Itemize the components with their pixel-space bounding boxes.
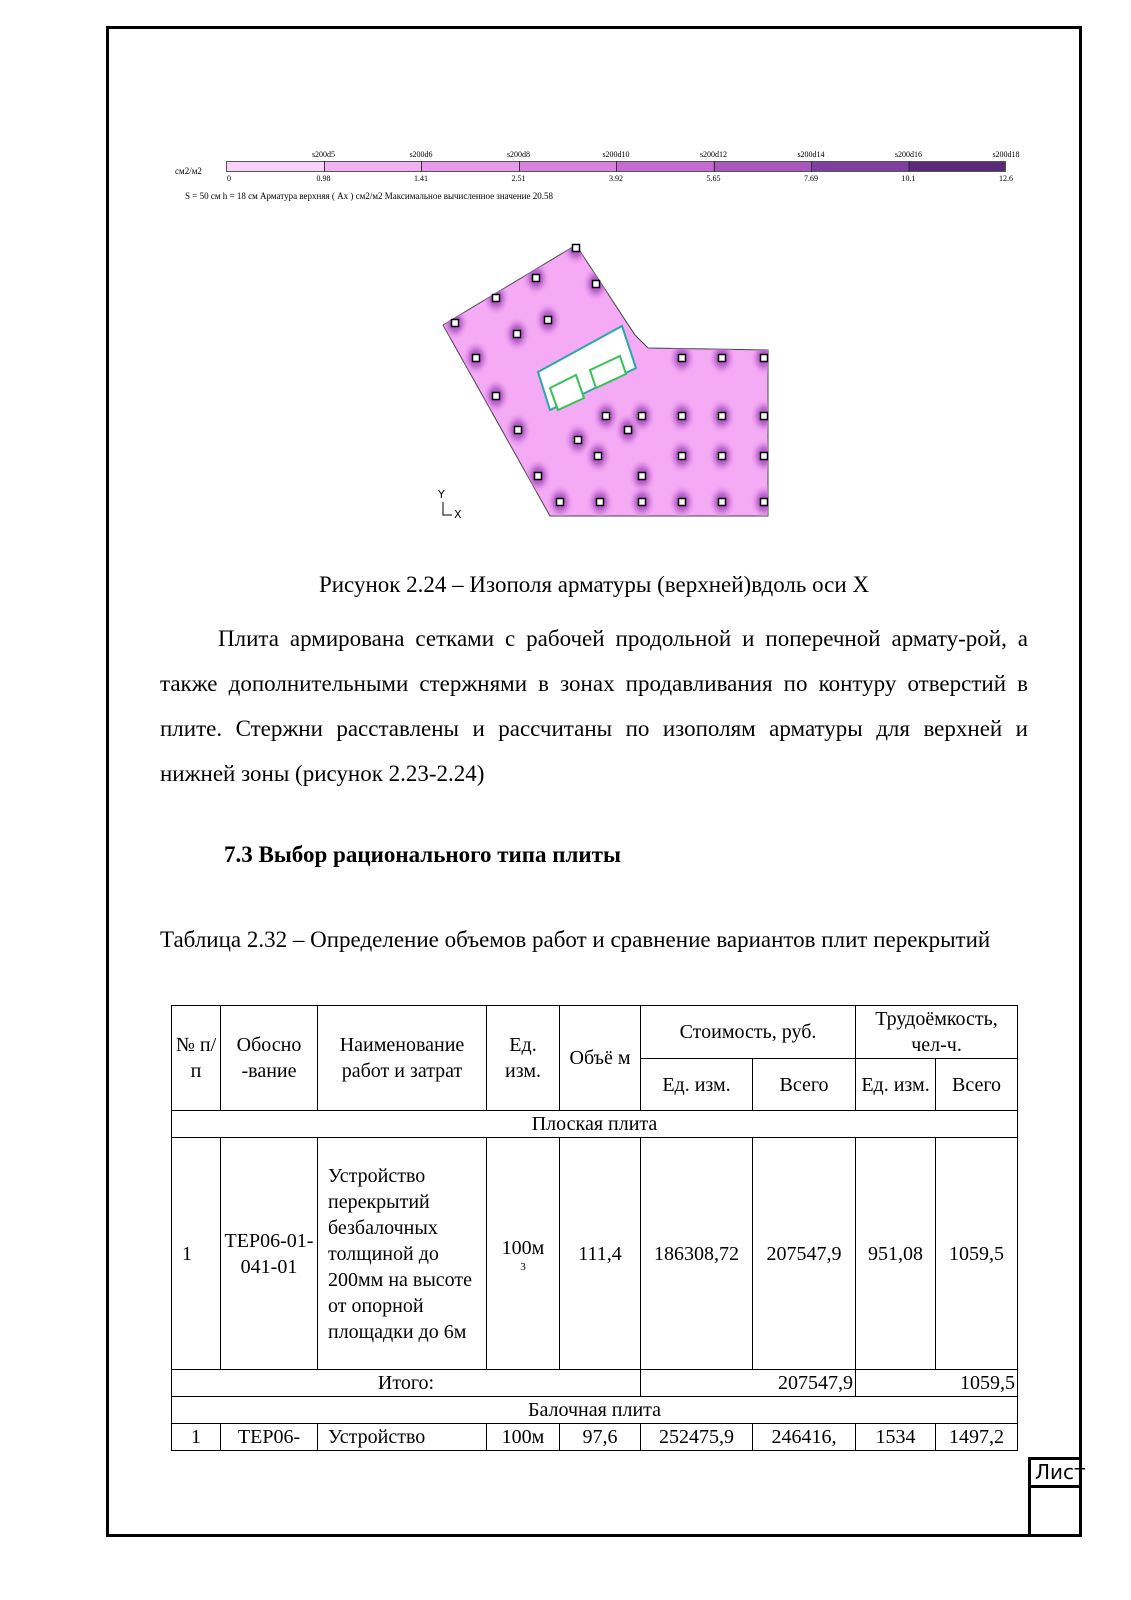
row2-num: 1: [172, 1424, 221, 1451]
row2-labor-unit: 1534: [856, 1424, 936, 1451]
legend-top-label: s200d12: [699, 150, 728, 159]
column-marker: [493, 393, 500, 400]
body-paragraph: [160, 616, 1028, 796]
legend-top-label: s200d8: [506, 150, 531, 159]
row2-basis: ТЕР06-: [221, 1424, 318, 1451]
legend-top-label: s200d18: [992, 150, 1020, 159]
legend-bottom-label: 3.92: [609, 174, 623, 183]
total-cost: 207547,9: [641, 1370, 856, 1397]
row2-labor-total: 1497,2: [936, 1424, 1018, 1451]
column-marker: [761, 355, 768, 362]
column-marker: [535, 473, 542, 480]
column-marker: [719, 355, 726, 362]
header-unit: Ед. изм.: [487, 1006, 560, 1111]
row1-volume: 111,4: [560, 1138, 641, 1370]
legend-bottom-label: 0: [227, 174, 231, 183]
legend-top-label: s200d16: [894, 150, 923, 159]
column-marker: [625, 427, 632, 434]
column-marker: [719, 453, 726, 460]
body-paragraph-text: Плита армирована сетками с рабочей продольной и поперечной армату-рой, а также дополнительными стержнями в зонах продавливания по контуру отверстий в плите. Стержни расставлены и рассчитаны по изополям арматуры для верхней и нижней зоны (рисунок 2.23-2.24): [160, 626, 1028, 786]
column-marker: [761, 413, 768, 420]
row1-unit-sup: 3: [520, 1260, 526, 1273]
legend-top-label: s200d5: [311, 150, 336, 159]
header-volume: Объё м: [560, 1006, 641, 1111]
row1-unit-text: 100м: [501, 1236, 545, 1259]
column-marker: [761, 499, 768, 506]
column-marker: [595, 453, 602, 460]
legend-segment: [519, 162, 616, 171]
legend-unit: см2/м2: [175, 166, 202, 176]
column-marker: [639, 499, 646, 506]
legend-tick: [811, 161, 812, 172]
header-cost: Стоимость, руб.: [641, 1006, 856, 1059]
column-marker: [719, 413, 726, 420]
row1-num: 1: [172, 1138, 221, 1370]
table-caption: Таблица 2.32 – Определение объемов работ и сравнение вариантов плит перекрытий: [160, 927, 991, 952]
legend-bottom-label: 0.98: [316, 174, 331, 183]
total-label: Итого:: [172, 1370, 641, 1397]
row2-name: Устройство: [318, 1424, 487, 1451]
legend-segment: [713, 162, 810, 171]
legend-tick: [616, 161, 617, 172]
legend-segment: [227, 162, 324, 171]
header-cost-total: Всего: [753, 1059, 856, 1111]
row2-cost-unit: 252475,9: [641, 1424, 753, 1451]
total-labor: 1059,5: [856, 1370, 1018, 1397]
row1-name: Устройство перекрытий безбалочных толщиной до 200мм на высоте от опорной площадки до 6м: [318, 1138, 487, 1370]
column-marker: [639, 413, 646, 420]
row1-basis: ТЕР06-01-041-01: [221, 1138, 318, 1370]
column-marker: [515, 427, 522, 434]
legend-bottom-label: 12.6: [999, 174, 1013, 183]
header-basis: Обосно -вание: [221, 1006, 318, 1111]
column-marker: [545, 317, 552, 324]
legend-segment: [908, 162, 1005, 171]
column-marker: [679, 499, 686, 506]
header-name: Наименование работ и затрат: [318, 1006, 487, 1111]
legend-bottom-label: 2.51: [511, 174, 526, 183]
column-marker: [573, 245, 580, 252]
title-block-divider: [1031, 1485, 1082, 1488]
row2-volume: 97,6: [560, 1424, 641, 1451]
column-marker: [597, 499, 604, 506]
column-marker: [533, 275, 540, 282]
section-beam-slab: Балочная плита: [172, 1397, 1018, 1424]
column-marker: [639, 473, 646, 480]
slab-isofield-plan: [430, 240, 780, 530]
legend-top-label: s200d10: [602, 150, 630, 159]
column-marker: [603, 413, 610, 420]
legend-tick: [714, 161, 715, 172]
legend-top-label: s200d6: [409, 150, 433, 159]
legend-segment: [422, 162, 519, 171]
header-cost-unit: Ед. изм.: [641, 1059, 753, 1111]
column-marker: [557, 499, 564, 506]
column-marker: [575, 437, 582, 444]
header-labor-total: Всего: [936, 1059, 1018, 1111]
figure-caption: Рисунок 2.24 – Изополя арматуры (верхней)вдоль оси X: [318, 572, 870, 597]
legend-tick: [519, 161, 520, 172]
legend-top-label: s200d14: [797, 150, 825, 159]
sheet-label: Лист: [1035, 1460, 1086, 1484]
axis-y-label: Y: [438, 488, 445, 501]
row1-unit: [487, 1138, 560, 1370]
row1-labor-total: 1059,5: [936, 1138, 1018, 1370]
column-marker: [679, 453, 686, 460]
legend-bottom-label: 5.65: [706, 174, 721, 183]
column-marker: [514, 331, 521, 338]
header-labor: Трудоёмкость, чел-ч.: [856, 1006, 1018, 1059]
header-labor-unit: Ед. изм.: [856, 1059, 936, 1111]
legend-tick: [324, 161, 325, 172]
title-block-sheet: [1028, 1457, 1086, 1537]
section-flat-slab: Плоская плита: [172, 1111, 1018, 1138]
row1-labor-unit: 951,08: [856, 1138, 936, 1370]
column-marker: [679, 413, 686, 420]
row1-cost-unit: 186308,72: [641, 1138, 753, 1370]
column-marker: [493, 295, 500, 302]
column-marker: [719, 499, 726, 506]
section-heading: 7.3 Выбор рационального типа плиты: [224, 842, 621, 867]
comparison-table: [171, 1005, 1018, 1451]
row1-cost-total: 207547,9: [753, 1138, 856, 1370]
axis-indicator: [437, 488, 462, 521]
legend-bottom-label: 1.41: [414, 174, 428, 183]
legend-info: S = 50 см h = 18 см Арматура верхняя ( Ах ) см2/м2 Максимальное вычисленное значение 20.58: [185, 191, 553, 201]
legend-segment: [324, 162, 421, 171]
legend-tick: [421, 161, 422, 172]
column-marker: [761, 453, 768, 460]
legend-tick: [909, 161, 910, 172]
isofield-legend: [160, 144, 1040, 206]
legend-segment: [811, 162, 908, 171]
legend-segment: [616, 162, 713, 171]
header-num: № п/п: [172, 1006, 221, 1111]
column-marker: [452, 320, 459, 327]
column-marker: [593, 281, 600, 288]
legend-bottom-label: 7.69: [804, 174, 818, 183]
row2-unit: 100м: [487, 1424, 560, 1451]
column-marker: [679, 355, 686, 362]
column-marker: [473, 355, 480, 362]
legend-bottom-label: 10.1: [901, 174, 916, 183]
row2-cost-total: 246416,: [753, 1424, 856, 1451]
axis-x-label: X: [454, 508, 462, 521]
